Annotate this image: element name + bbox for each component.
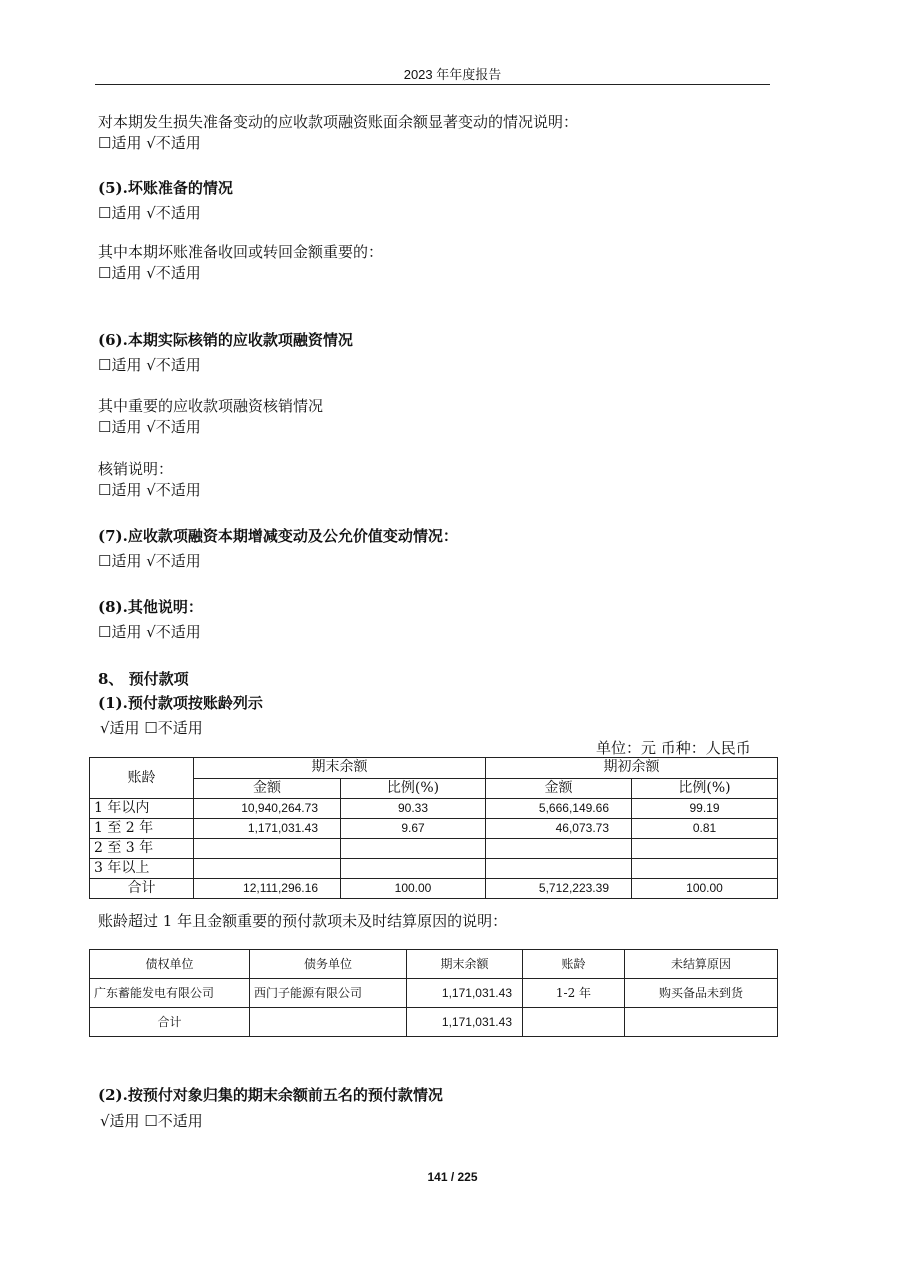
s9-heading: 8、 预付款项 (98, 670, 189, 688)
end-amount-cell (194, 839, 341, 859)
s1-options: ☐适用 √不适用 (98, 134, 201, 152)
end-amount-cell: 1,171,031.43 (194, 819, 341, 839)
begin-ratio-cell: 99.19 (632, 799, 778, 819)
unsettled-table (89, 949, 778, 1037)
end-ratio-cell: 90.33 (341, 799, 486, 819)
aging-subheader-begin-ratio: 比例(%) (632, 778, 778, 799)
s10-heading: (1).预付款项按账龄列示 (98, 694, 263, 712)
begin-amount-cell (486, 839, 632, 859)
col-header-reason: 未结算原因 (625, 950, 778, 979)
creditor-cell: 广东蓄能发电有限公司 (90, 979, 250, 1008)
end-amount-cell: 12,111,296.16 (194, 879, 341, 899)
col-header-debtor: 债务单位 (250, 950, 407, 979)
table-row (90, 839, 778, 859)
aging-cell: 1-2 年 (523, 979, 625, 1008)
aging-subheader-end-amount: 金额 (194, 778, 341, 799)
row-label: 合计 (90, 879, 194, 899)
s7-heading: (7).应收款项融资本期增减变动及公允价值变动情况： (98, 527, 458, 545)
table-row (90, 979, 778, 1008)
reason-cell: 购买备品未到货 (625, 979, 778, 1008)
begin-ratio-cell: 100.00 (632, 879, 778, 899)
debtor-cell: 西门子能源有限公司 (250, 979, 407, 1008)
aging-header-age: 账龄 (90, 758, 194, 799)
s6-options: ☐适用 √不适用 (98, 481, 201, 499)
s2-options: ☐适用 √不适用 (98, 204, 201, 222)
page-header-title: 2023 年年度报告 (403, 67, 502, 82)
s8-heading: (8).其他说明： (98, 598, 203, 616)
begin-amount-cell: 5,666,149.66 (486, 799, 632, 819)
s11-options: √适用 ☐不适用 (100, 1112, 203, 1130)
s4-heading: (6).本期实际核销的应收款项融资情况 (98, 331, 353, 349)
row-label: 1 至 2 年 (90, 819, 194, 839)
row-label: 1 年以内 (90, 799, 194, 819)
table-row (90, 819, 778, 839)
end-balance-cell: 1,171,031.43 (407, 979, 523, 1008)
begin-ratio-cell (632, 839, 778, 859)
aging-note: 账龄超过 1 年且金额重要的预付款项未及时结算原因的说明： (98, 912, 508, 930)
end-ratio-cell (341, 839, 486, 859)
end-ratio-cell: 9.67 (341, 819, 486, 839)
begin-amount-cell: 5,712,223.39 (486, 879, 632, 899)
end-ratio-cell: 100.00 (341, 879, 486, 899)
debtor-cell (250, 1008, 407, 1037)
s1-text: 对本期发生损失准备变动的应收款项融资账面余额显著变动的情况说明： (98, 113, 579, 131)
end-balance-cell: 1,171,031.43 (407, 1008, 523, 1037)
table-row (90, 859, 778, 879)
col-header-creditor: 债权单位 (90, 950, 250, 979)
header-rule (95, 84, 770, 85)
begin-ratio-cell (632, 859, 778, 879)
s6-text: 核销说明： (98, 460, 174, 478)
unit-currency-line: 单位：元 币种：人民币 (596, 739, 751, 757)
begin-amount-cell: 46,073.73 (486, 819, 632, 839)
aging-table (89, 757, 778, 899)
table-row-total (90, 1008, 778, 1037)
begin-ratio-cell: 0.81 (632, 819, 778, 839)
begin-amount-cell (486, 859, 632, 879)
aging-header-begin-balance: 期初余额 (486, 758, 778, 779)
end-amount-cell: 10,940,264.73 (194, 799, 341, 819)
reason-cell (625, 1008, 778, 1037)
s4-options: ☐适用 √不适用 (98, 356, 201, 374)
page-number: 141 / 225 (427, 1170, 478, 1184)
end-amount-cell (194, 859, 341, 879)
s8-options: ☐适用 √不适用 (98, 623, 201, 641)
aging-header-end-balance: 期末余额 (194, 758, 486, 779)
aging-subheader-begin-amount: 金额 (486, 778, 632, 799)
aging-cell (523, 1008, 625, 1037)
col-header-aging: 账龄 (523, 950, 625, 979)
row-label: 3 年以上 (90, 859, 194, 879)
s10-options: √适用 ☐不适用 (100, 719, 203, 737)
s5-options: ☐适用 √不适用 (98, 418, 201, 436)
s3-text: 其中本期坏账准备收回或转回金额重要的： (98, 243, 384, 261)
aging-subheader-end-ratio: 比例(%) (341, 778, 486, 799)
creditor-cell: 合计 (90, 1008, 250, 1037)
row-label: 2 至 3 年 (90, 839, 194, 859)
col-header-end-balance: 期末余额 (407, 950, 523, 979)
end-ratio-cell (341, 859, 486, 879)
s7-options: ☐适用 √不适用 (98, 552, 201, 570)
s2-heading: (5).坏账准备的情况 (98, 179, 233, 197)
s3-options: ☐适用 √不适用 (98, 264, 201, 282)
table-row-total (90, 879, 778, 899)
s5-text: 其中重要的应收款项融资核销情况 (98, 397, 324, 415)
s11-heading: (2).按预付对象归集的期末余额前五名的预付款情况 (98, 1086, 443, 1104)
table-row (90, 799, 778, 819)
